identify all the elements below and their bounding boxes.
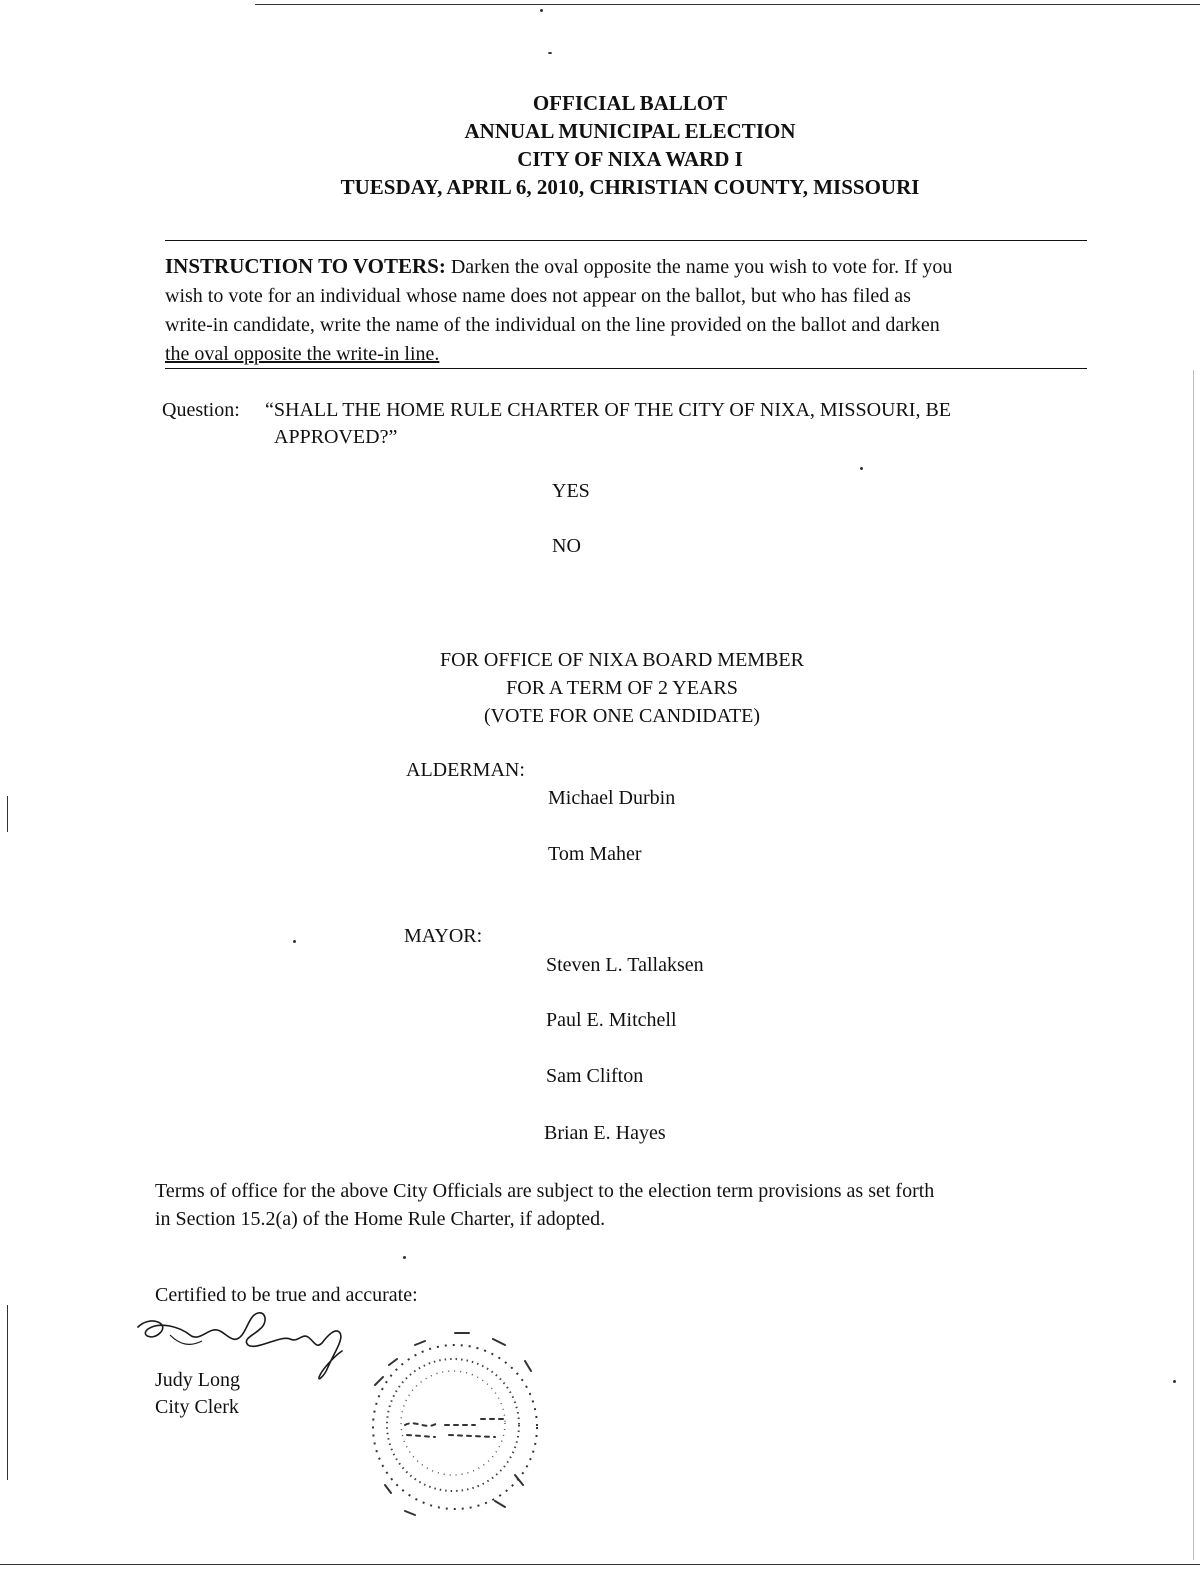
scan-speck	[548, 52, 552, 54]
election-date-location: TUESDAY, APRIL 6, 2010, CHRISTIAN COUNTY, MISSOURI	[340, 175, 920, 199]
ballot-question	[265, 397, 1095, 451]
candidate-steven-tallaksen[interactable]: Steven L. Tallaksen	[546, 954, 704, 976]
signer-name: Judy Long	[155, 1369, 240, 1391]
terms-note-text: in Section 15.2(a) of the Home Rule Charter, if adopted.	[155, 1208, 606, 1230]
scan-speck	[403, 1256, 406, 1259]
instructions-top-rule	[165, 240, 1087, 241]
instructions-heading: INSTRUCTION TO VOTERS:	[165, 254, 446, 278]
candidate-michael-durbin[interactable]: Michael Durbin	[548, 787, 676, 809]
choice-yes[interactable]: YES	[552, 480, 590, 502]
scan-speck	[1173, 1380, 1176, 1383]
certification-text: Certified to be true and accurate:	[155, 1284, 418, 1306]
instructions-text: wish to vote for an individual whose name does not appear on the ballot, but who has filed as	[165, 285, 911, 307]
scan-speck	[860, 467, 863, 470]
scan-speck	[293, 940, 296, 943]
candidate-paul-mitchell[interactable]: Paul E. Mitchell	[546, 1009, 677, 1031]
office-heading	[372, 646, 872, 730]
city-seal-stamp	[345, 1315, 575, 1545]
ballot-header	[230, 89, 1030, 201]
ward-name: CITY OF NIXA WARD I	[517, 147, 743, 171]
question-label: Question:	[162, 399, 240, 421]
scan-mark-left	[7, 1305, 8, 1480]
scan-edge-bottom	[0, 1564, 1200, 1565]
office-title: FOR OFFICE OF NIXA BOARD MEMBER	[440, 649, 804, 671]
mayor-label: MAYOR:	[404, 925, 483, 947]
candidate-brian-hayes[interactable]: Brian E. Hayes	[544, 1122, 666, 1144]
voter-instructions	[165, 252, 1100, 369]
instructions-text: write-in candidate, write the name of the individual on the line provided on the ballot and darken	[165, 314, 940, 336]
candidate-tom-maher[interactable]: Tom Maher	[548, 843, 642, 865]
candidate-sam-clifton[interactable]: Sam Clifton	[546, 1065, 644, 1087]
scan-edge-top	[255, 4, 1200, 5]
signer-title: City Clerk	[155, 1396, 239, 1418]
terms-note	[155, 1177, 1115, 1233]
question-text: “SHALL THE HOME RULE CHARTER OF THE CITY OF NIXA, MISSOURI, BE	[265, 399, 952, 421]
question-text: APPROVED?”	[274, 426, 398, 448]
scan-edge-right	[1193, 370, 1194, 1560]
scan-speck	[540, 9, 543, 12]
choice-no[interactable]: NO	[552, 535, 581, 557]
office-term: FOR A TERM OF 2 YEARS	[506, 677, 738, 699]
scan-mark-left	[7, 796, 8, 832]
ballot-title: OFFICIAL BALLOT	[532, 91, 728, 115]
instructions-bottom-rule	[165, 368, 1087, 369]
alderman-label: ALDERMAN:	[406, 759, 525, 781]
election-name: ANNUAL MUNICIPAL ELECTION	[464, 119, 796, 143]
instructions-text: Darken the oval opposite the name you wish to vote for. If you	[445, 256, 953, 278]
instructions-text: the oval opposite the write-in line.	[165, 343, 440, 365]
office-vote-instruction: (VOTE FOR ONE CANDIDATE)	[483, 705, 761, 727]
terms-note-text: Terms of office for the above City Officials are subject to the election term provisions as set forth	[155, 1180, 935, 1202]
